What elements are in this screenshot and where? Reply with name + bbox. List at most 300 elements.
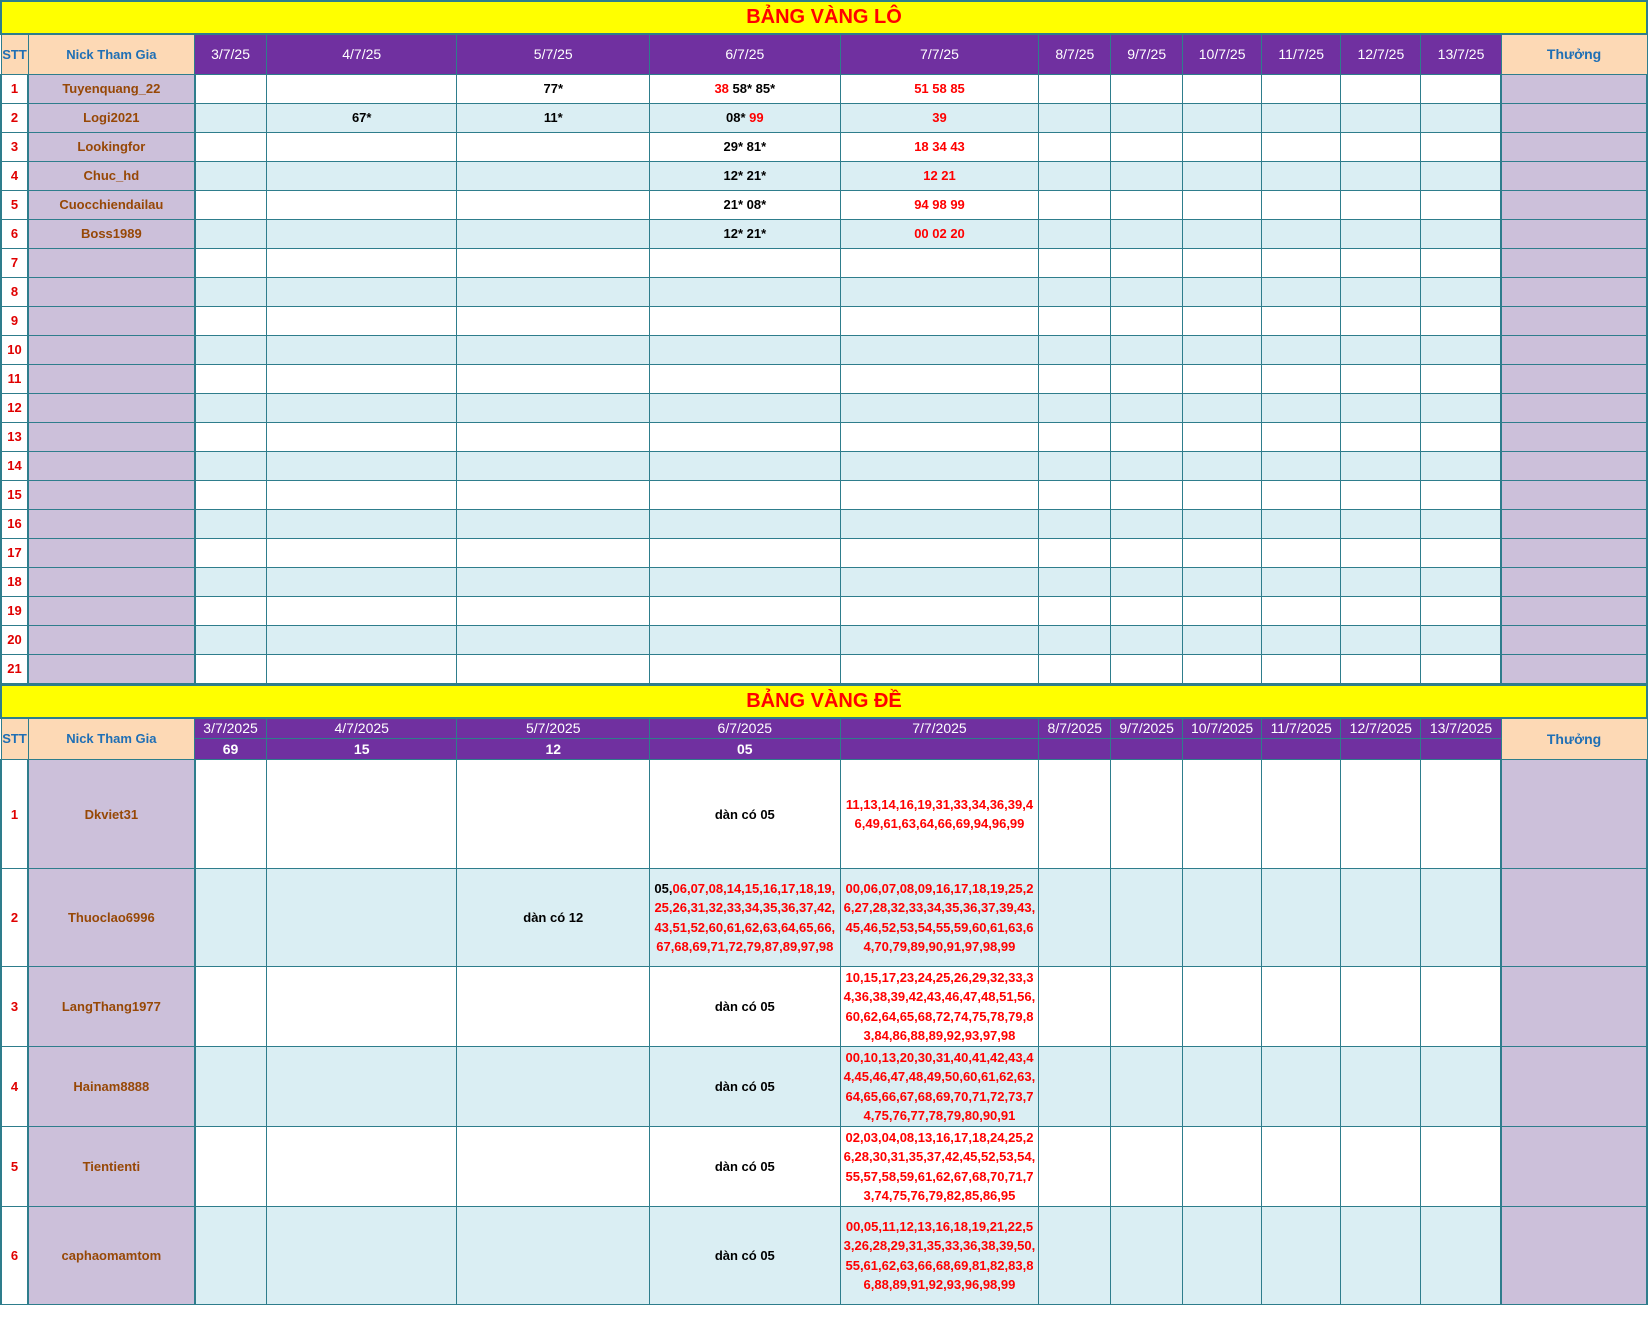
cell-7-7[interactable] xyxy=(840,422,1039,451)
cell-3-7[interactable] xyxy=(195,219,267,248)
cell-7-7[interactable] xyxy=(840,451,1039,480)
cell-empty[interactable] xyxy=(1039,277,1111,306)
cell-6-7[interactable] xyxy=(650,248,841,277)
cell-empty[interactable] xyxy=(1039,480,1111,509)
row-nick[interactable]: Lookingfor xyxy=(28,132,195,161)
cell-7-7[interactable]: 00,05,11,12,13,16,18,19,21,22,53,26,28,29,31,35,33,36,38,39,50,55,61,62,63,66,68,69,81,82,83,86,88,89,91,92,93,96,98,99 xyxy=(840,1207,1039,1305)
cell-empty[interactable] xyxy=(1111,451,1183,480)
cell-4-7[interactable] xyxy=(266,451,457,480)
cell-empty[interactable] xyxy=(1111,422,1183,451)
cell-empty[interactable] xyxy=(1039,509,1111,538)
cell-6-7[interactable] xyxy=(650,219,841,248)
cell-empty[interactable] xyxy=(1039,567,1111,596)
cell-6-7[interactable] xyxy=(650,132,841,161)
cell-empty[interactable] xyxy=(1421,625,1501,654)
cell-empty[interactable] xyxy=(1111,869,1183,967)
cell-empty[interactable] xyxy=(1262,567,1341,596)
cell-empty[interactable] xyxy=(1341,161,1421,190)
row-nick[interactable] xyxy=(28,654,195,683)
cell-7-7[interactable] xyxy=(840,335,1039,364)
row-nick[interactable] xyxy=(28,567,195,596)
cell-5-7[interactable] xyxy=(457,364,650,393)
cell-6-7[interactable] xyxy=(650,509,841,538)
cell-empty[interactable] xyxy=(1183,480,1262,509)
cell-empty[interactable] xyxy=(1183,509,1262,538)
cell-empty[interactable] xyxy=(1262,451,1341,480)
cell-empty[interactable] xyxy=(1262,480,1341,509)
cell-6-7[interactable] xyxy=(650,335,841,364)
cell-3-7[interactable] xyxy=(195,480,267,509)
cell-empty[interactable] xyxy=(1183,1047,1262,1127)
cell-7-7[interactable]: 94 98 99 xyxy=(840,190,1039,219)
cell-5-7[interactable] xyxy=(457,277,650,306)
cell-empty[interactable] xyxy=(1039,422,1111,451)
cell-3-7[interactable] xyxy=(195,422,267,451)
cell-7-7[interactable] xyxy=(840,393,1039,422)
cell-empty[interactable] xyxy=(1183,869,1262,967)
cell-empty[interactable] xyxy=(1341,654,1421,683)
cell-7-7[interactable]: 00 02 20 xyxy=(840,219,1039,248)
cell-empty[interactable] xyxy=(1183,161,1262,190)
cell-3-7[interactable] xyxy=(195,103,267,132)
cell-empty[interactable] xyxy=(1039,190,1111,219)
cell-empty[interactable] xyxy=(1262,103,1341,132)
cell-empty[interactable] xyxy=(1039,219,1111,248)
cell-empty[interactable] xyxy=(1039,625,1111,654)
cell-4-7[interactable] xyxy=(266,1207,457,1305)
cell-6-7[interactable] xyxy=(650,306,841,335)
cell-5-7[interactable] xyxy=(457,248,650,277)
cell-6-7[interactable] xyxy=(650,567,841,596)
cell-6-7[interactable] xyxy=(650,422,841,451)
cell-empty[interactable] xyxy=(1341,567,1421,596)
cell-empty[interactable] xyxy=(1341,364,1421,393)
cell-empty[interactable] xyxy=(1421,306,1501,335)
cell-empty[interactable] xyxy=(1341,132,1421,161)
cell-empty[interactable] xyxy=(1111,760,1183,869)
cell-5-7[interactable] xyxy=(457,967,650,1047)
cell-empty[interactable] xyxy=(1421,567,1501,596)
cell-empty[interactable] xyxy=(1421,538,1501,567)
cell-empty[interactable] xyxy=(1183,1207,1262,1305)
cell-empty[interactable] xyxy=(1111,74,1183,103)
cell-4-7[interactable] xyxy=(266,306,457,335)
cell-empty[interactable] xyxy=(1111,277,1183,306)
cell-3-7[interactable] xyxy=(195,451,267,480)
cell-4-7[interactable] xyxy=(266,654,457,683)
cell-4-7[interactable] xyxy=(266,393,457,422)
cell-empty[interactable] xyxy=(1262,161,1341,190)
cell-6-7[interactable] xyxy=(650,74,841,103)
cell-empty[interactable] xyxy=(1341,277,1421,306)
cell-empty[interactable] xyxy=(1421,161,1501,190)
cell-3-7[interactable] xyxy=(195,277,267,306)
cell-empty[interactable] xyxy=(1262,306,1341,335)
cell-3-7[interactable] xyxy=(195,161,267,190)
cell-empty[interactable] xyxy=(1262,625,1341,654)
cell-6-7[interactable] xyxy=(650,393,841,422)
cell-empty[interactable] xyxy=(1421,103,1501,132)
cell-empty[interactable] xyxy=(1039,654,1111,683)
cell-3-7[interactable] xyxy=(195,248,267,277)
row-nick[interactable] xyxy=(28,306,195,335)
cell-empty[interactable] xyxy=(1183,306,1262,335)
cell-3-7[interactable] xyxy=(195,306,267,335)
cell-7-7[interactable]: 00,06,07,08,09,16,17,18,19,25,26,27,28,32,33,34,35,36,37,39,43,45,46,52,53,54,55,59,60,61,63,64,70,79,89,90,91,97,98,99 xyxy=(840,869,1039,967)
cell-empty[interactable] xyxy=(1341,538,1421,567)
cell-5-7[interactable] xyxy=(457,335,650,364)
cell-7-7[interactable] xyxy=(840,248,1039,277)
cell-empty[interactable] xyxy=(1262,538,1341,567)
cell-4-7[interactable] xyxy=(266,248,457,277)
cell-empty[interactable] xyxy=(1341,393,1421,422)
cell-3-7[interactable] xyxy=(195,1047,267,1127)
cell-7-7[interactable] xyxy=(840,596,1039,625)
cell-empty[interactable] xyxy=(1111,132,1183,161)
row-nick[interactable] xyxy=(28,538,195,567)
cell-empty[interactable] xyxy=(1039,451,1111,480)
cell-empty[interactable] xyxy=(1111,219,1183,248)
cell-empty[interactable] xyxy=(1341,596,1421,625)
cell-empty[interactable] xyxy=(1341,509,1421,538)
cell-7-7[interactable]: 02,03,04,08,13,16,17,18,24,25,26,28,30,31,35,37,42,45,52,53,54,55,57,58,59,61,62,67,68,70,71,73,74,75,76,79,82,85,86,95 xyxy=(840,1127,1039,1207)
cell-empty[interactable] xyxy=(1421,248,1501,277)
cell-empty[interactable] xyxy=(1111,393,1183,422)
cell-empty[interactable] xyxy=(1341,451,1421,480)
cell-empty[interactable] xyxy=(1262,74,1341,103)
cell-empty[interactable] xyxy=(1183,567,1262,596)
cell-empty[interactable] xyxy=(1341,74,1421,103)
row-nick[interactable]: Tuyenquang_22 xyxy=(28,74,195,103)
row-nick[interactable]: caphaomamtom xyxy=(28,1207,195,1305)
cell-4-7[interactable] xyxy=(266,567,457,596)
cell-4-7[interactable] xyxy=(266,967,457,1047)
cell-4-7[interactable] xyxy=(266,625,457,654)
cell-7-7[interactable] xyxy=(840,538,1039,567)
cell-empty[interactable] xyxy=(1341,1047,1421,1127)
cell-empty[interactable] xyxy=(1183,364,1262,393)
cell-5-7[interactable] xyxy=(457,1207,650,1305)
cell-4-7[interactable] xyxy=(266,538,457,567)
cell-empty[interactable] xyxy=(1039,161,1111,190)
cell-3-7[interactable] xyxy=(195,538,267,567)
row-nick[interactable]: Cuocchiendailau xyxy=(28,190,195,219)
row-nick[interactable] xyxy=(28,596,195,625)
cell-3-7[interactable] xyxy=(195,509,267,538)
cell-5-7[interactable] xyxy=(457,596,650,625)
row-nick[interactable]: Thuoclao6996 xyxy=(28,869,195,967)
cell-empty[interactable] xyxy=(1111,103,1183,132)
cell-empty[interactable] xyxy=(1183,277,1262,306)
cell-empty[interactable] xyxy=(1039,393,1111,422)
cell-empty[interactable] xyxy=(1341,422,1421,451)
cell-5-7[interactable] xyxy=(457,422,650,451)
cell-empty[interactable] xyxy=(1111,967,1183,1047)
cell-empty[interactable] xyxy=(1262,1127,1341,1207)
row-nick[interactable]: Boss1989 xyxy=(28,219,195,248)
cell-empty[interactable] xyxy=(1421,654,1501,683)
cell-empty[interactable] xyxy=(1183,1127,1262,1207)
row-nick[interactable]: LangThang1977 xyxy=(28,967,195,1047)
cell-empty[interactable] xyxy=(1183,625,1262,654)
cell-7-7[interactable]: 11,13,14,16,19,31,33,34,36,39,46,49,61,63,64,66,69,94,96,99 xyxy=(840,760,1039,869)
cell-4-7[interactable] xyxy=(266,1127,457,1207)
cell-4-7[interactable] xyxy=(266,74,457,103)
cell-7-7[interactable]: 39 xyxy=(840,103,1039,132)
cell-5-7[interactable] xyxy=(457,451,650,480)
cell-empty[interactable] xyxy=(1039,538,1111,567)
cell-3-7[interactable] xyxy=(195,335,267,364)
cell-empty[interactable] xyxy=(1183,190,1262,219)
cell-empty[interactable] xyxy=(1262,869,1341,967)
cell-6-7[interactable] xyxy=(650,538,841,567)
cell-4-7[interactable] xyxy=(266,277,457,306)
cell-empty[interactable] xyxy=(1039,596,1111,625)
cell-empty[interactable] xyxy=(1421,132,1501,161)
cell-6-7[interactable] xyxy=(650,654,841,683)
cell-empty[interactable] xyxy=(1341,190,1421,219)
cell-6-7[interactable]: dàn có 05 xyxy=(650,1047,841,1127)
cell-3-7[interactable] xyxy=(195,393,267,422)
cell-empty[interactable] xyxy=(1262,1207,1341,1305)
cell-empty[interactable] xyxy=(1341,335,1421,364)
cell-6-7[interactable] xyxy=(650,190,841,219)
cell-empty[interactable] xyxy=(1262,393,1341,422)
cell-empty[interactable] xyxy=(1421,760,1501,869)
cell-empty[interactable] xyxy=(1039,335,1111,364)
cell-empty[interactable] xyxy=(1341,248,1421,277)
row-nick[interactable] xyxy=(28,451,195,480)
cell-empty[interactable] xyxy=(1183,422,1262,451)
cell-empty[interactable] xyxy=(1111,161,1183,190)
cell-empty[interactable] xyxy=(1341,306,1421,335)
cell-5-7[interactable] xyxy=(457,306,650,335)
cell-empty[interactable] xyxy=(1341,480,1421,509)
cell-empty[interactable] xyxy=(1111,596,1183,625)
cell-empty[interactable] xyxy=(1421,509,1501,538)
row-nick[interactable]: Tientienti xyxy=(28,1127,195,1207)
row-nick[interactable]: Hainam8888 xyxy=(28,1047,195,1127)
cell-4-7[interactable] xyxy=(266,132,457,161)
cell-empty[interactable] xyxy=(1262,967,1341,1047)
cell-6-7[interactable] xyxy=(650,596,841,625)
cell-6-7[interactable]: dàn có 05 xyxy=(650,967,841,1047)
cell-5-7[interactable] xyxy=(457,219,650,248)
cell-empty[interactable] xyxy=(1039,364,1111,393)
cell-empty[interactable] xyxy=(1111,1207,1183,1305)
cell-6-7[interactable] xyxy=(650,161,841,190)
cell-empty[interactable] xyxy=(1421,596,1501,625)
cell-empty[interactable] xyxy=(1111,364,1183,393)
cell-empty[interactable] xyxy=(1183,248,1262,277)
cell-empty[interactable] xyxy=(1262,654,1341,683)
cell-4-7[interactable]: 67* xyxy=(266,103,457,132)
cell-empty[interactable] xyxy=(1421,422,1501,451)
cell-7-7[interactable]: 51 58 85 xyxy=(840,74,1039,103)
cell-5-7[interactable] xyxy=(457,1047,650,1127)
cell-3-7[interactable] xyxy=(195,654,267,683)
cell-4-7[interactable] xyxy=(266,596,457,625)
cell-3-7[interactable] xyxy=(195,1207,267,1305)
cell-empty[interactable] xyxy=(1183,596,1262,625)
cell-empty[interactable] xyxy=(1262,364,1341,393)
cell-5-7[interactable]: 11* xyxy=(457,103,650,132)
cell-6-7[interactable] xyxy=(650,103,841,132)
row-nick[interactable] xyxy=(28,509,195,538)
cell-empty[interactable] xyxy=(1421,480,1501,509)
cell-7-7[interactable]: 00,10,13,20,30,31,40,41,42,43,44,45,46,47,48,49,50,60,61,62,63,64,65,66,67,68,69,70,71,72,73,74,75,76,77,78,79,80,90,91 xyxy=(840,1047,1039,1127)
cell-empty[interactable] xyxy=(1111,1127,1183,1207)
cell-3-7[interactable] xyxy=(195,967,267,1047)
cell-empty[interactable] xyxy=(1421,967,1501,1047)
cell-empty[interactable] xyxy=(1262,248,1341,277)
cell-4-7[interactable] xyxy=(266,869,457,967)
cell-empty[interactable] xyxy=(1341,625,1421,654)
cell-empty[interactable] xyxy=(1039,869,1111,967)
cell-7-7[interactable] xyxy=(840,306,1039,335)
cell-4-7[interactable] xyxy=(266,190,457,219)
cell-empty[interactable] xyxy=(1039,306,1111,335)
cell-empty[interactable] xyxy=(1341,1207,1421,1305)
cell-3-7[interactable] xyxy=(195,1127,267,1207)
cell-empty[interactable] xyxy=(1183,538,1262,567)
cell-empty[interactable] xyxy=(1262,219,1341,248)
cell-empty[interactable] xyxy=(1039,1127,1111,1207)
cell-empty[interactable] xyxy=(1111,248,1183,277)
cell-6-7[interactable] xyxy=(650,869,841,967)
cell-5-7[interactable] xyxy=(457,509,650,538)
cell-empty[interactable] xyxy=(1183,760,1262,869)
row-nick[interactable] xyxy=(28,625,195,654)
cell-empty[interactable] xyxy=(1341,103,1421,132)
cell-empty[interactable] xyxy=(1421,190,1501,219)
cell-5-7[interactable] xyxy=(457,190,650,219)
cell-5-7[interactable] xyxy=(457,480,650,509)
cell-4-7[interactable] xyxy=(266,509,457,538)
cell-empty[interactable] xyxy=(1262,509,1341,538)
cell-5-7[interactable] xyxy=(457,625,650,654)
cell-3-7[interactable] xyxy=(195,132,267,161)
row-nick[interactable]: Dkviet31 xyxy=(28,760,195,869)
cell-empty[interactable] xyxy=(1039,103,1111,132)
cell-empty[interactable] xyxy=(1183,74,1262,103)
cell-3-7[interactable] xyxy=(195,869,267,967)
cell-empty[interactable] xyxy=(1183,103,1262,132)
cell-empty[interactable] xyxy=(1341,760,1421,869)
cell-empty[interactable] xyxy=(1183,393,1262,422)
cell-empty[interactable] xyxy=(1111,625,1183,654)
cell-empty[interactable] xyxy=(1262,132,1341,161)
cell-empty[interactable] xyxy=(1421,277,1501,306)
cell-4-7[interactable] xyxy=(266,161,457,190)
cell-empty[interactable] xyxy=(1341,967,1421,1047)
cell-empty[interactable] xyxy=(1039,967,1111,1047)
cell-empty[interactable] xyxy=(1421,1127,1501,1207)
row-nick[interactable]: Chuc_hd xyxy=(28,161,195,190)
row-nick[interactable] xyxy=(28,335,195,364)
cell-6-7[interactable] xyxy=(650,625,841,654)
cell-7-7[interactable]: 12 21 xyxy=(840,161,1039,190)
cell-empty[interactable] xyxy=(1111,1047,1183,1127)
cell-empty[interactable] xyxy=(1262,190,1341,219)
cell-empty[interactable] xyxy=(1111,509,1183,538)
cell-empty[interactable] xyxy=(1341,219,1421,248)
cell-empty[interactable] xyxy=(1262,335,1341,364)
cell-empty[interactable] xyxy=(1262,760,1341,869)
cell-4-7[interactable] xyxy=(266,422,457,451)
cell-5-7[interactable] xyxy=(457,132,650,161)
cell-empty[interactable] xyxy=(1183,335,1262,364)
cell-7-7[interactable]: 10,15,17,23,24,25,26,29,32,33,34,36,38,39,42,43,46,47,48,51,56,60,62,64,65,68,72,74,75,78,79,83,84,86,88,89,92,93,97,98 xyxy=(840,967,1039,1047)
row-nick[interactable] xyxy=(28,480,195,509)
cell-7-7[interactable] xyxy=(840,654,1039,683)
cell-empty[interactable] xyxy=(1039,1207,1111,1305)
cell-empty[interactable] xyxy=(1421,74,1501,103)
cell-5-7[interactable] xyxy=(457,1127,650,1207)
cell-empty[interactable] xyxy=(1262,277,1341,306)
cell-empty[interactable] xyxy=(1421,1207,1501,1305)
cell-empty[interactable] xyxy=(1111,654,1183,683)
cell-empty[interactable] xyxy=(1039,1047,1111,1127)
cell-3-7[interactable] xyxy=(195,625,267,654)
cell-4-7[interactable] xyxy=(266,335,457,364)
cell-empty[interactable] xyxy=(1262,596,1341,625)
row-nick[interactable] xyxy=(28,248,195,277)
cell-4-7[interactable] xyxy=(266,760,457,869)
cell-5-7[interactable] xyxy=(457,567,650,596)
cell-5-7[interactable] xyxy=(457,161,650,190)
cell-empty[interactable] xyxy=(1039,760,1111,869)
cell-5-7[interactable] xyxy=(457,654,650,683)
cell-empty[interactable] xyxy=(1111,190,1183,219)
cell-empty[interactable] xyxy=(1039,132,1111,161)
cell-7-7[interactable] xyxy=(840,364,1039,393)
cell-empty[interactable] xyxy=(1039,248,1111,277)
cell-empty[interactable] xyxy=(1421,393,1501,422)
cell-6-7[interactable] xyxy=(650,480,841,509)
cell-4-7[interactable] xyxy=(266,1047,457,1127)
cell-4-7[interactable] xyxy=(266,364,457,393)
cell-3-7[interactable] xyxy=(195,190,267,219)
cell-empty[interactable] xyxy=(1039,74,1111,103)
cell-empty[interactable] xyxy=(1421,364,1501,393)
cell-empty[interactable] xyxy=(1183,451,1262,480)
cell-empty[interactable] xyxy=(1111,335,1183,364)
cell-empty[interactable] xyxy=(1183,132,1262,161)
cell-3-7[interactable] xyxy=(195,760,267,869)
cell-empty[interactable] xyxy=(1421,1047,1501,1127)
cell-empty[interactable] xyxy=(1341,869,1421,967)
cell-6-7[interactable]: dàn có 05 xyxy=(650,760,841,869)
cell-empty[interactable] xyxy=(1111,480,1183,509)
cell-7-7[interactable] xyxy=(840,625,1039,654)
cell-4-7[interactable] xyxy=(266,480,457,509)
cell-3-7[interactable] xyxy=(195,364,267,393)
cell-empty[interactable] xyxy=(1183,654,1262,683)
cell-empty[interactable] xyxy=(1183,219,1262,248)
cell-empty[interactable] xyxy=(1111,567,1183,596)
cell-empty[interactable] xyxy=(1421,219,1501,248)
cell-empty[interactable] xyxy=(1421,451,1501,480)
cell-empty[interactable] xyxy=(1421,869,1501,967)
row-nick[interactable] xyxy=(28,393,195,422)
cell-6-7[interactable]: dàn có 05 xyxy=(650,1207,841,1305)
cell-5-7[interactable] xyxy=(457,538,650,567)
cell-empty[interactable] xyxy=(1341,1127,1421,1207)
cell-4-7[interactable] xyxy=(266,219,457,248)
cell-6-7[interactable]: dàn có 05 xyxy=(650,1127,841,1207)
cell-3-7[interactable] xyxy=(195,74,267,103)
